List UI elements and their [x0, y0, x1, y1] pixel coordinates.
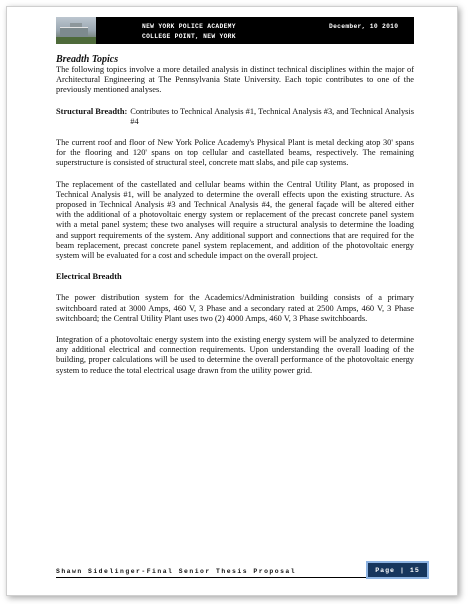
structural-breadth-text: Contributes to Technical Analysis #1, Technical Analysis #3, and Technical Analysis #4 [130, 106, 414, 126]
header-date: December, 10 2010 [329, 23, 399, 30]
footer-rule [56, 577, 414, 578]
header-project-name: NEW YORK POLICE ACADEMY [142, 23, 236, 30]
structural-paragraph-1: The current roof and floor of New York Police Academy's Physical Plant is metal decking atop 30' spans for the flooring and 120' spans on top cellular and castellated beams, respectively. The remaining superstructure is consisted of structural steel, concrete matt slabs, and pile cap systems. [56, 138, 414, 168]
electrical-breadth-heading: Electrical Breadth [56, 272, 122, 282]
page-number-badge [366, 561, 429, 579]
structural-breadth-line [56, 107, 414, 127]
intro-paragraph: The following topics involve a more detailed analysis in distinct technical disciplines within the major of Architectural Engineering at The Pennsylvania State University. Each topic contributes to one of the previously mentioned analyses. [56, 65, 414, 95]
structural-breadth-label: Structural Breadth: [56, 106, 128, 116]
document-body [56, 54, 414, 385]
building-thumbnail-image [56, 17, 96, 44]
electrical-paragraph-2: Integration of a photovoltaic energy system into the existing energy system will be analyzed to determine any additional electrical and connection requirements. Upon understanding the overall loading of the building, proper calculations will be used to determine the overall performance of the photovoltaic energy system to reduce the total electrical usage drawn from the utility power grid. [56, 335, 414, 375]
electrical-paragraph-1: The power distribution system for the Academics/Administration building consists of a primary switchboard rated at 3000 Amps, 460 V, 3 Phase and a secondary rated at 2500 Amps, 460 V, 3 Phase switchboard; the Central Utility Plant uses two (2) 4000 Amps, 460 V, 3 Phase switchboards. [56, 293, 414, 323]
footer-author-title: Shawn Sidelinger-Final Senior Thesis Proposal [56, 568, 297, 575]
document-header [56, 17, 414, 44]
header-location: COLLEGE POINT, NEW YORK [142, 33, 236, 40]
section-title: Breadth Topics [56, 54, 119, 65]
structural-paragraph-2: The replacement of the castellated and cellular beams within the Central Utility Plant, as proposed in Technical Analysis #1, will be analyzed to determine the overall effects upon the existing structure. As proposed in Technical Analysis #3 and Technical Analysis #4, the general façade will be altered either with the additional of a photovoltaic energy system or replacement of the precast concrete panel system with a metal panel system; these two analyses will require a structural analysis to determine the loading and support requirements of the system. Any additional support and connections that are required for the beam replacement, precast concrete panel system replacement, and addition of the photovoltaic energy system will be evaluated for a cost and schedule impact on the overall project. [56, 179, 414, 261]
page-number-label: Page | 15 [375, 566, 420, 574]
